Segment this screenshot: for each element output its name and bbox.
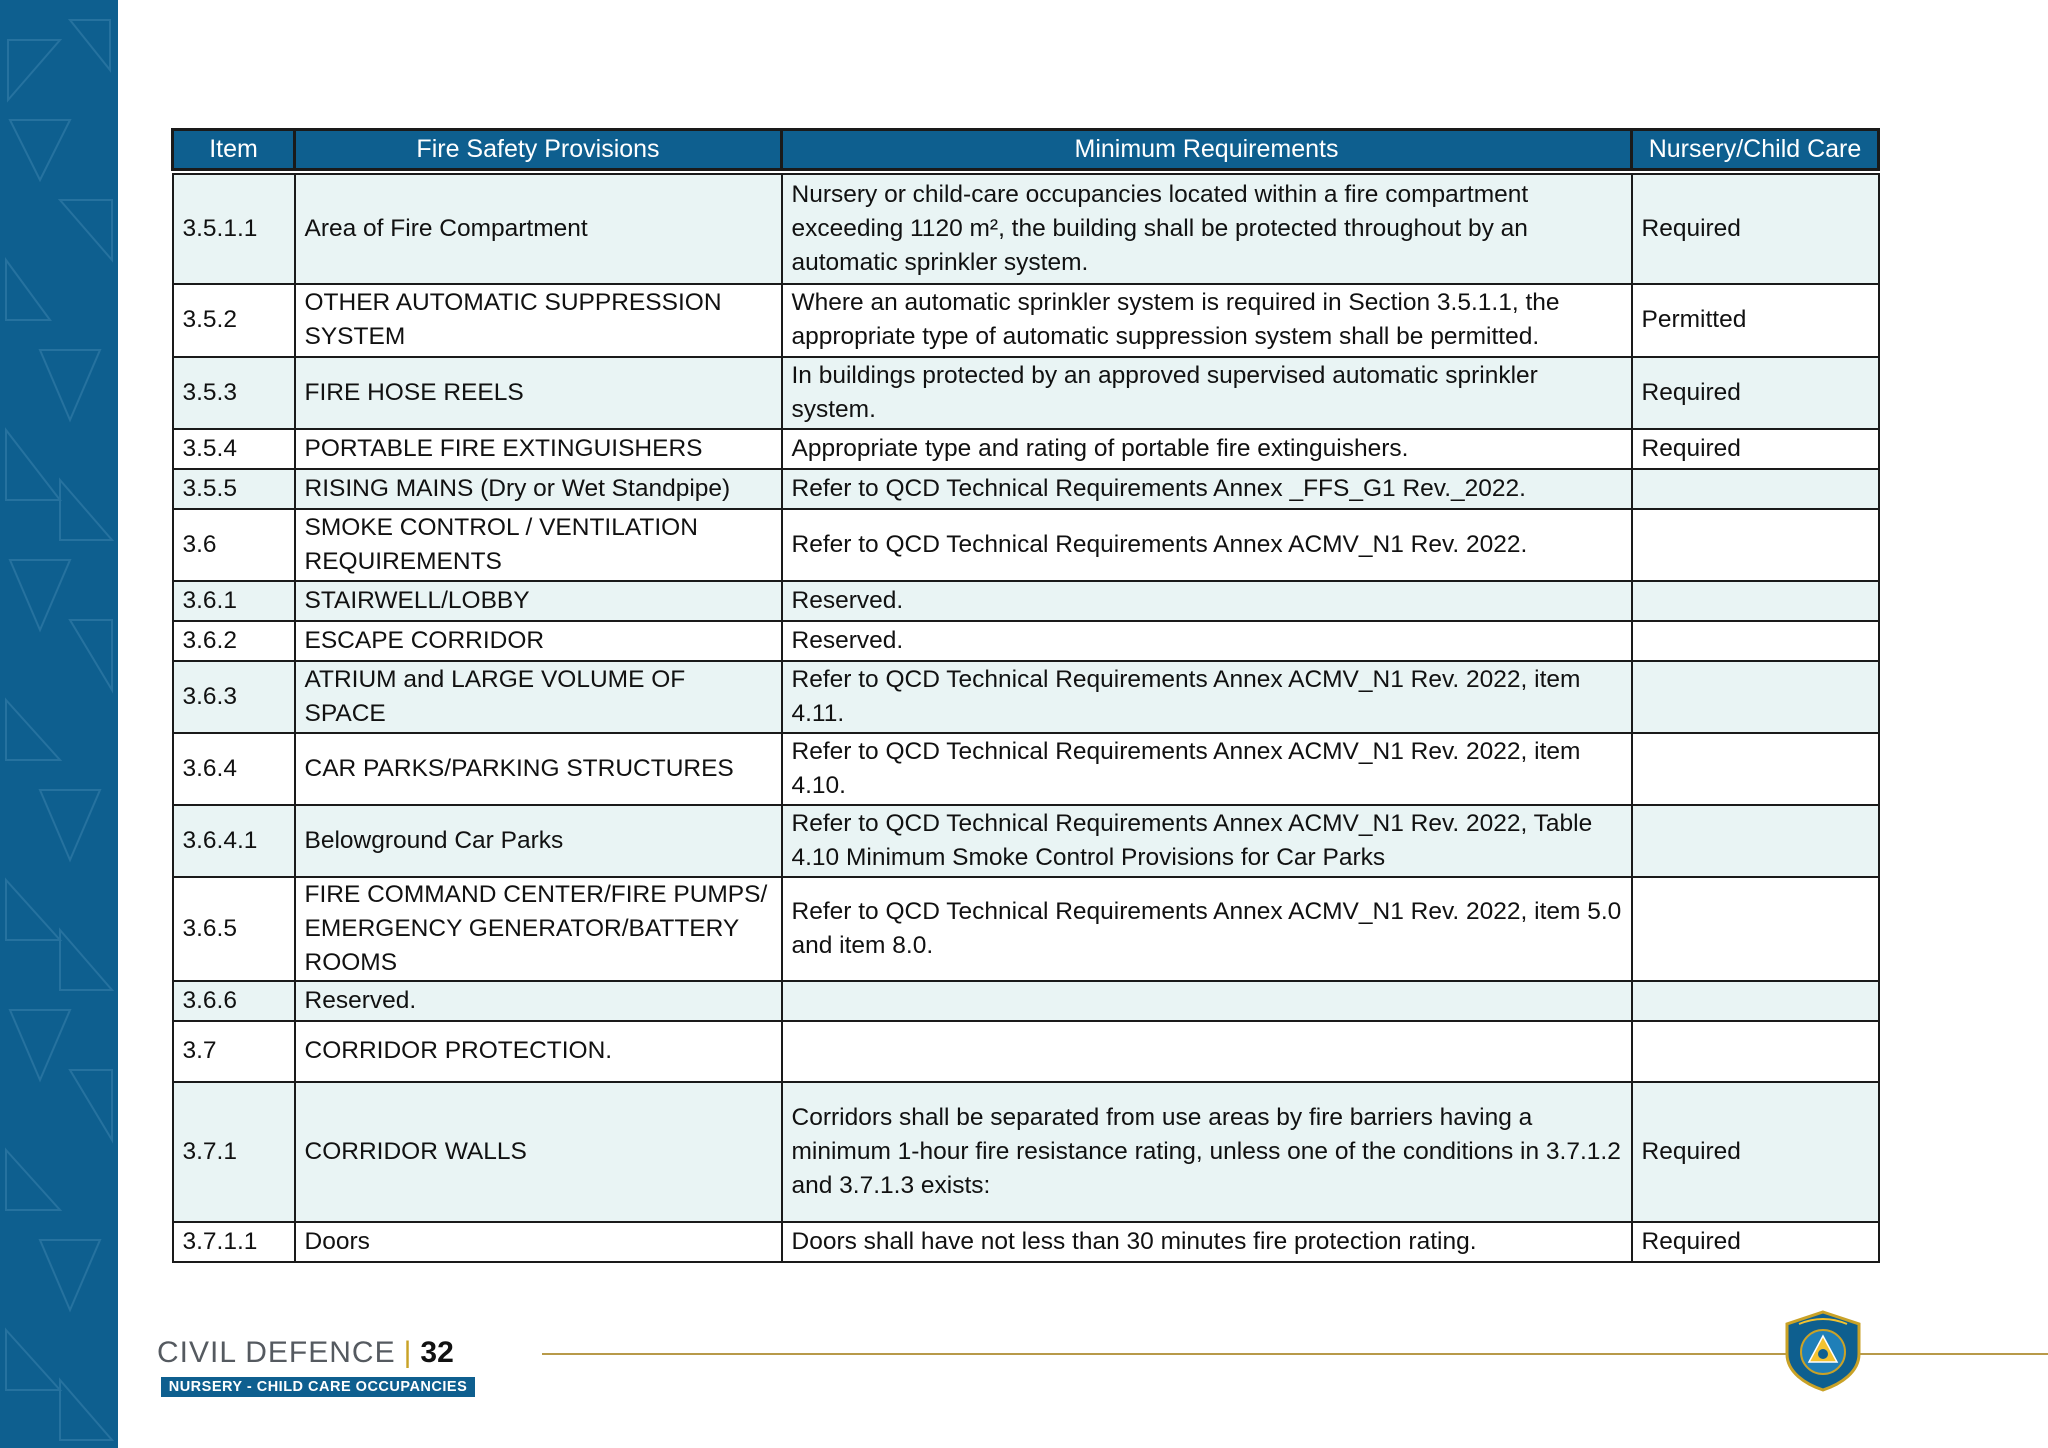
cell-provision: SMOKE CONTROL / VENTILATION REQUIREMENTS [295,509,782,581]
table-row [173,509,1879,581]
cell-item: 3.6.1 [173,581,295,621]
cell-requirement [782,981,1632,1021]
cell-occupancy: Permitted [1632,284,1879,357]
sidebar-decoration [0,0,118,1448]
footer-brand [157,1336,454,1370]
cell-item: 3.6.4 [173,733,295,805]
table-header-row [173,130,1879,170]
cell-requirement: Reserved. [782,621,1632,661]
cell-requirement: Doors shall have not less than 30 minutes fire protection rating. [782,1222,1632,1262]
cell-occupancy: Required [1632,357,1879,429]
cell-provision: CAR PARKS/PARKING STRUCTURES [295,733,782,805]
cell-requirement: Refer to QCD Technical Requirements Annex ACMV_N1 Rev. 2022. [782,509,1632,581]
cell-occupancy: Required [1632,429,1879,469]
cell-item: 3.7 [173,1021,295,1082]
cell-item: 3.6.4.1 [173,805,295,877]
cell-occupancy: Required [1632,1082,1879,1222]
cell-requirement [782,1021,1632,1082]
header-item: Item [173,130,295,170]
cell-provision: PORTABLE FIRE EXTINGUISHERS [295,429,782,469]
cell-provision: FIRE HOSE REELS [295,357,782,429]
cell-occupancy: Required [1632,174,1879,284]
header-requirement: Minimum Requirements [782,130,1632,170]
cell-requirement: Refer to QCD Technical Requirements Annex ACMV_N1 Rev. 2022, item 5.0 and item 8.0. [782,877,1632,981]
fire-safety-table-container [171,128,1877,1263]
table-row [173,1082,1879,1222]
table-row [173,284,1879,357]
cell-provision: Area of Fire Compartment [295,174,782,284]
cell-requirement: Nursery or child-care occupancies located within a fire compartment exceeding 1120 m², the building shall be protected throughout by an automatic sprinkler system. [782,174,1632,284]
cell-provision: Reserved. [295,981,782,1021]
table-row [173,661,1879,733]
table-row [173,733,1879,805]
cell-provision: STAIRWELL/LOBBY [295,581,782,621]
triangle-pattern-icon [0,0,118,1448]
cell-occupancy [1632,733,1879,805]
cell-provision: ESCAPE CORRIDOR [295,621,782,661]
cell-occupancy [1632,581,1879,621]
table-row [173,174,1879,284]
cell-item: 3.5.4 [173,429,295,469]
cell-occupancy [1632,509,1879,581]
table-row [173,429,1879,469]
table-body [173,170,1879,1262]
cell-provision: Doors [295,1222,782,1262]
cell-occupancy [1632,661,1879,733]
brand-name: CIVIL DEFENCE [157,1336,396,1369]
header-occupancy: Nursery/Child Care [1632,130,1879,170]
cell-item: 3.5.5 [173,469,295,509]
cell-requirement: Refer to QCD Technical Requirements Annex ACMV_N1 Rev. 2022, Table 4.10 Minimum Smoke Control Provisions for Car Parks [782,805,1632,877]
civil-defence-emblem-icon [1779,1310,1867,1392]
cell-item: 3.6.6 [173,981,295,1021]
cell-item: 3.5.2 [173,284,295,357]
cell-requirement: In buildings protected by an approved supervised automatic sprinkler system. [782,357,1632,429]
cell-item: 3.6.2 [173,621,295,661]
cell-item: 3.5.3 [173,357,295,429]
table-row [173,1021,1879,1082]
cell-provision: Belowground Car Parks [295,805,782,877]
cell-occupancy [1632,877,1879,981]
table-row [173,981,1879,1021]
cell-requirement: Reserved. [782,581,1632,621]
table-row [173,469,1879,509]
cell-occupancy [1632,1021,1879,1082]
cell-requirement: Refer to QCD Technical Requirements Annex ACMV_N1 Rev. 2022, item 4.10. [782,733,1632,805]
cell-requirement: Appropriate type and rating of portable fire extinguishers. [782,429,1632,469]
cell-requirement: Refer to QCD Technical Requirements Annex ACMV_N1 Rev. 2022, item 4.11. [782,661,1632,733]
page-number: 32 [420,1336,454,1369]
table-row [173,357,1879,429]
brand-separator: | [403,1336,413,1369]
cell-item: 3.7.1 [173,1082,295,1222]
cell-item: 3.6.3 [173,661,295,733]
table-row [173,1222,1879,1262]
cell-provision: ATRIUM and LARGE VOLUME OF SPACE [295,661,782,733]
header-provision: Fire Safety Provisions [295,130,782,170]
cell-occupancy: Required [1632,1222,1879,1262]
fire-safety-table [171,128,1880,1263]
cell-provision: CORRIDOR PROTECTION. [295,1021,782,1082]
cell-provision: RISING MAINS (Dry or Wet Standpipe) [295,469,782,509]
cell-requirement: Refer to QCD Technical Requirements Annex _FFS_G1 Rev._2022. [782,469,1632,509]
cell-item: 3.7.1.1 [173,1222,295,1262]
section-tag: NURSERY - CHILD CARE OCCUPANCIES [161,1377,475,1397]
cell-provision: CORRIDOR WALLS [295,1082,782,1222]
cell-requirement: Corridors shall be separated from use areas by fire barriers having a minimum 1-hour fire resistance rating, unless one of the conditions in 3.7.1.2 and 3.7.1.3 exists: [782,1082,1632,1222]
table-row [173,877,1879,981]
table-row [173,621,1879,661]
cell-item: 3.6.5 [173,877,295,981]
table-row [173,581,1879,621]
cell-provision: OTHER AUTOMATIC SUPPRESSION SYSTEM [295,284,782,357]
cell-item: 3.6 [173,509,295,581]
cell-occupancy [1632,621,1879,661]
cell-provision: FIRE COMMAND CENTER/FIRE PUMPS/ EMERGENCY GENERATOR/BATTERY ROOMS [295,877,782,981]
cell-occupancy [1632,981,1879,1021]
cell-occupancy [1632,469,1879,509]
cell-item: 3.5.1.1 [173,174,295,284]
cell-requirement: Where an automatic sprinkler system is required in Section 3.5.1.1, the appropriate type of automatic suppression system shall be permitted. [782,284,1632,357]
cell-occupancy [1632,805,1879,877]
table-row [173,805,1879,877]
